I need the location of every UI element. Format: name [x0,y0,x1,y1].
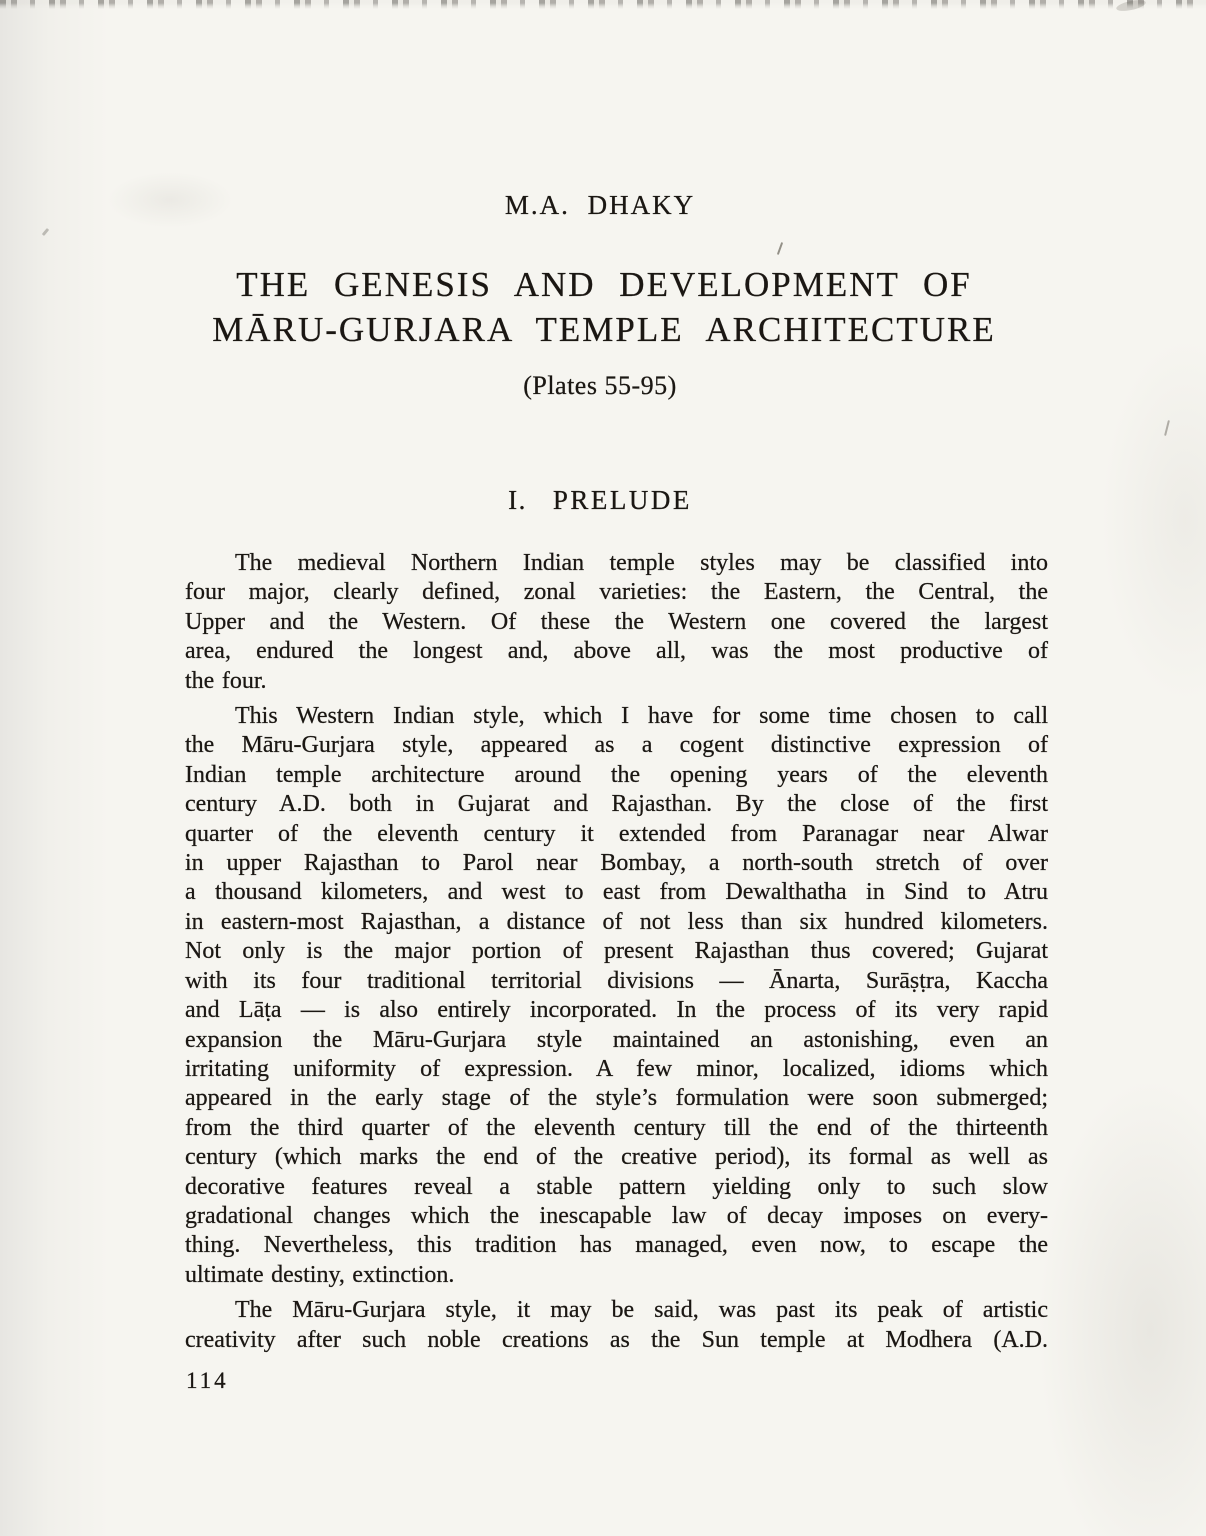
text-line: irritating uniformity of expression. A few minor, localized, idioms which [185,1055,1048,1082]
text-line: a thousand kilometers, and west to east from Dewalthatha in Sind to Atru [185,879,1048,906]
scan-artifact [42,228,49,236]
text-line: with its four traditional territorial divisions — Ānarta, Surāṣṭra, Kaccha [185,967,1048,994]
paragraph [185,1296,1048,1355]
text-line: gradational changes which the inescapable law of decay imposes on every- [185,1202,1048,1229]
scan-artifact [777,242,783,255]
plates-reference: (Plates 55-95) [523,371,677,400]
text-line: Indian temple architecture around the opening years of the eleventh [185,761,1048,788]
scan-artifact [1164,420,1170,436]
text-line: The medieval Northern Indian temple styles may be classified into [235,550,1048,576]
text-line: and Lāṭa — is also entirely incorporated. In the process of its very rapid [185,997,1048,1024]
text-line: quarter of the eleventh century it extended from Paranagar near Alwar [185,820,1048,847]
author-name: M.A. DHAKY [504,190,696,220]
text-line: the four. [185,667,267,694]
text-line: in eastern-most Rajasthan, a distance of not less than six hundred kilometers. [185,908,1048,935]
text-line: thing. Nevertheless, this tradition has managed, even now, to escape the [185,1232,1048,1259]
text-line: the Māru-Gurjara style, appeared as a cogent distinctive expression of [185,732,1048,759]
text-line: ultimate destiny, extinction. [185,1261,455,1288]
body-text [185,549,1048,1355]
section-numeral: I. [508,485,527,515]
paper-title-line1: THE GENESIS AND DEVELOPMENT OF [236,265,972,304]
text-line: appeared in the early stage of the style’s formulation were soon submerged; [185,1085,1048,1112]
paper-title [130,262,1078,352]
paragraph [185,702,1048,1290]
text-line: creativity after such noble creations as the Sun temple at Modhera (A.D. [185,1326,1048,1353]
paragraph [185,549,1048,696]
section-heading [150,485,1050,516]
text-line: This Western Indian style, which I have for some time chosen to call [235,703,1048,730]
text-line: The Māru-Gurjara style, it may be said, was past its peak of artistic [235,1297,1048,1324]
text-line: century (which marks the end of the creative period), its formal as well as [185,1144,1048,1171]
text-line: from the third quarter of the eleventh century till the end of the thirteenth [185,1114,1048,1141]
page-number: 114 [186,1368,229,1393]
text-line: area, endured the longest and, above all, was the most productive of [185,638,1048,665]
text-line: Upper and the Western. Of these the Western one covered the largest [185,608,1048,635]
text-line: in upper Rajasthan to Parol near Bombay, a north-south stretch of over [185,850,1048,877]
text-line: decorative features reveal a stable pattern yielding only to such slow [185,1173,1048,1200]
text-line: expansion the Māru-Gurjara style maintained an astonishing, even an [185,1026,1048,1053]
text-line: four major, clearly defined, zonal varieties: the Eastern, the Central, the [185,579,1048,606]
scan-edge-noise [0,0,1206,9]
text-line: century A.D. both in Gujarat and Rajasthan. By the close of the first [185,791,1048,818]
section-label: PRELUDE [552,485,692,515]
paper-title-line2: MĀRU-GURJARA TEMPLE ARCHITECTURE [212,310,996,349]
text-line: Not only is the major portion of present Rajasthan thus covered; Gujarat [185,938,1048,965]
